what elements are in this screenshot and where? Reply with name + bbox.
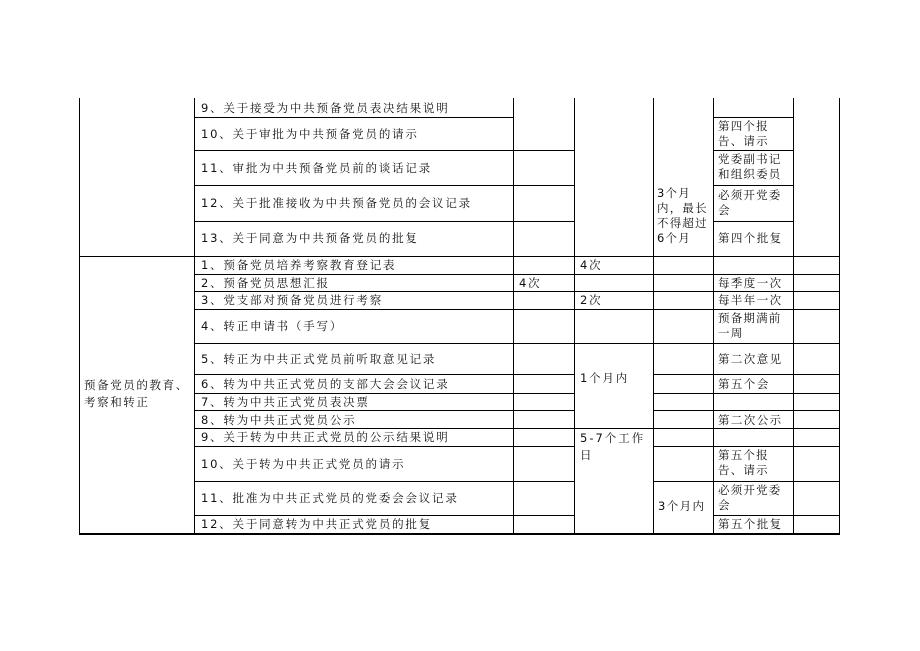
item-text: 3、党支部对预备党员进行考察 (201, 293, 384, 307)
row-line (194, 343, 840, 344)
row-line (653, 393, 840, 394)
note-text: 第五个批复 (718, 517, 783, 531)
item-text: 9、关于转为中共正式党员的公示结果说明 (201, 430, 450, 444)
time-limit-text: 3个月内，最长不得超过6个月 (657, 186, 708, 245)
item-text: 1、预备党员培养考察教育登记表 (201, 258, 397, 272)
row-line (653, 410, 840, 411)
item-text: 2、预备党员思想汇报 (201, 276, 330, 290)
row-line (194, 117, 514, 118)
section-label: 预备党员的教育、考察和转正 (84, 378, 189, 409)
row-line (713, 117, 794, 118)
row-line (713, 185, 794, 186)
col-divider-1 (194, 98, 195, 534)
item-text: 9、关于接受为中共预备党员表决结果说明 (201, 101, 450, 115)
note-text: 党委副书记和组织委员 (718, 152, 782, 181)
col-divider-6 (793, 98, 794, 534)
note-text: 第四个报告、请示 (718, 119, 769, 148)
item-text: 8、转为中共正式党员公示 (201, 413, 357, 427)
note-text: 第二次公示 (718, 413, 783, 427)
note-text: 第二次意见 (718, 352, 783, 366)
row-line (653, 374, 840, 375)
row-line (194, 446, 574, 447)
item-text: 6、转为中共正式党员的支部大会会议记录 (201, 377, 450, 391)
note-text: 必须开党委会 (718, 483, 782, 512)
note-text: 必须开党委会 (718, 188, 782, 217)
row-line (194, 374, 574, 375)
section-divider (79, 256, 840, 257)
note-text: 每半年一次 (718, 293, 783, 307)
row-line (194, 309, 840, 310)
item-text: 4、转正申请书（手写） (201, 319, 344, 333)
note-text: 第四个批复 (718, 231, 783, 245)
row-line (653, 481, 840, 482)
item-text: 12、关于批准接收为中共预备党员的会议记录 (201, 196, 472, 210)
table-border-left (79, 98, 80, 534)
note-text: 第五个报告、请示 (718, 448, 769, 477)
item-text: 12、关于同意转为中共正式党员的批复 (201, 517, 433, 531)
count-text: 4次 (519, 276, 542, 290)
item-text: 13、关于同意为中共预备党员的批复 (201, 231, 419, 245)
item-text: 10、关于审批为中共预备党员的请示 (201, 127, 419, 141)
col-divider-5 (713, 98, 714, 534)
row-line (713, 221, 794, 222)
note-text: 第五个会 (718, 377, 770, 391)
time-limit-text: 3个月内 (658, 499, 706, 513)
table-border-bottom (79, 533, 840, 535)
row-line (194, 410, 574, 411)
row-line (194, 185, 574, 186)
note-text: 预备期满前一周 (718, 311, 782, 340)
count-text: 4次 (580, 258, 603, 272)
time-limit-text: 1个月内 (580, 371, 630, 385)
row-line (713, 150, 794, 151)
count-text: 2次 (580, 293, 603, 307)
row-line (194, 221, 574, 222)
item-text: 5、转正为中共正式党员前听取意见记录 (201, 352, 437, 366)
row-line (194, 150, 574, 151)
col-divider-2 (513, 98, 514, 534)
item-text: 11、审批为中共预备党员前的谈话记录 (201, 161, 433, 175)
item-text: 11、批准为中共正式党员的党委会会议记录 (201, 491, 459, 505)
col-divider-4 (653, 98, 654, 534)
row-line (194, 481, 574, 482)
item-text: 10、关于转为中共正式党员的请示 (201, 457, 406, 471)
table-border-right (839, 98, 840, 534)
row-line (653, 446, 840, 447)
time-limit-text: 5-7个工作日 (580, 431, 646, 462)
note-text: 每季度一次 (718, 276, 783, 290)
col-divider-3 (574, 98, 575, 534)
item-text: 7、转为中共正式党员表决票 (201, 395, 370, 409)
